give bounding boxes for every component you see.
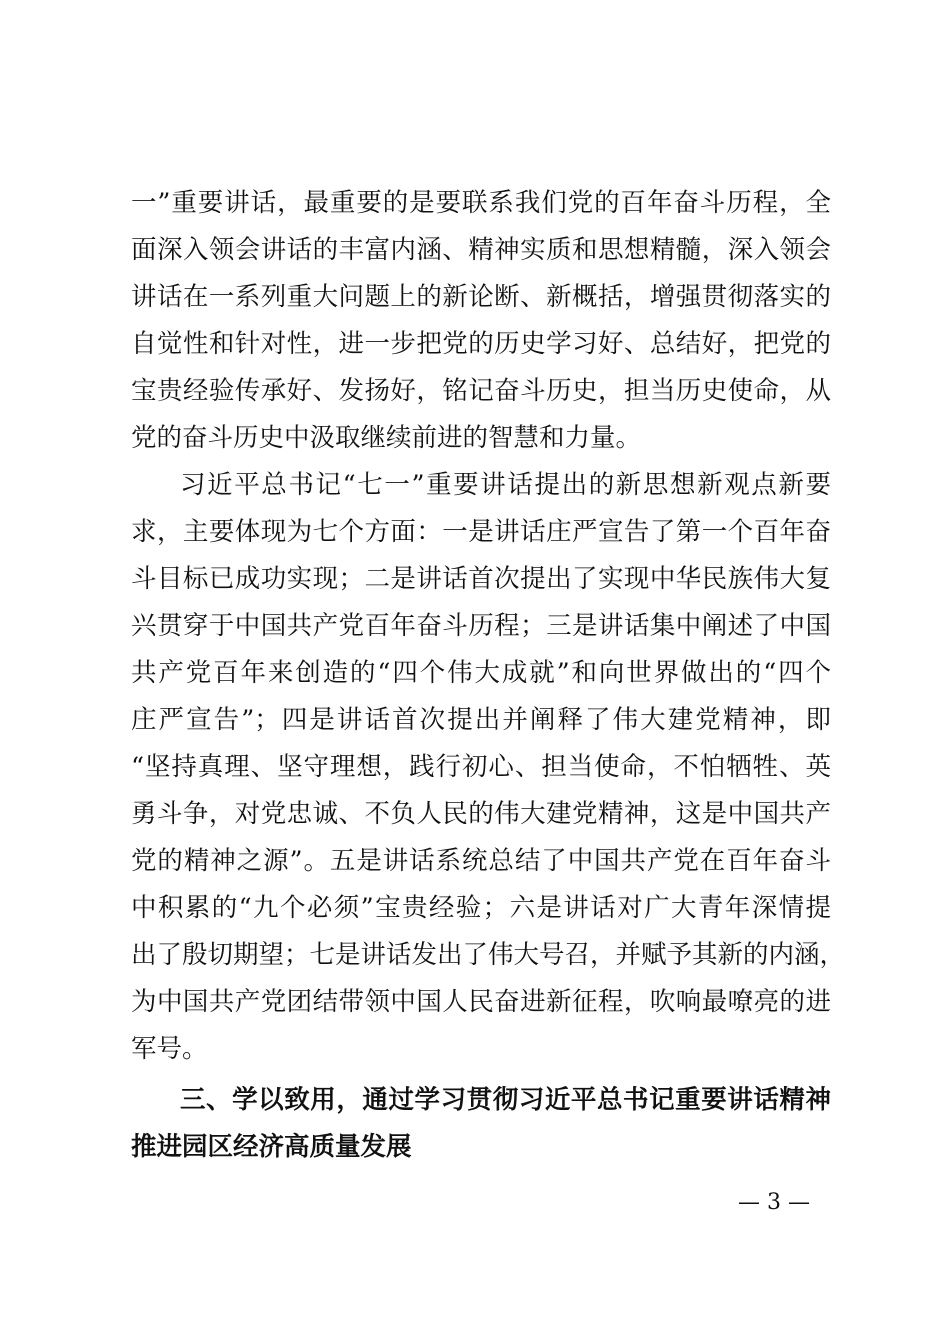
paragraph-2-line-5: 共产党百年来创造的“四个伟大成就”和向世界做出的“四个 [131, 658, 831, 688]
paragraph-2-line-8: 勇斗争，对党忠诚、不负人民的伟大建党精神，这是中国共产 [131, 799, 831, 829]
paragraph-2-line-3: 斗目标已成功实现；二是讲话首次提出了实现中华民族伟大复 [131, 564, 831, 594]
paragraph-1-line-3: 讲话在一系列重大问题上的新论断、新概括，增强贯彻落实的 [131, 282, 831, 312]
paragraph-2-line-1: 习近平总书记“七一”重要讲话提出的新思想新观点新要 [180, 470, 831, 500]
section-heading-line-1: 三、学以致用，通过学习贯彻习近平总书记重要讲话精神 [180, 1085, 831, 1115]
paragraph-2-line-11: 出了殷切期望；七是讲话发出了伟大号召，并赋予其新的内涵， [131, 940, 846, 970]
paragraph-2-line-9: 党的精神之源”。五是讲话系统总结了中国共产党在百年奋斗 [131, 846, 831, 876]
paragraph-2-line-6: 庄严宣告”；四是讲话首次提出并阐释了伟大建党精神，即 [131, 705, 831, 735]
paragraph-1-line-2: 面深入领会讲话的丰富内涵、精神实质和思想精髓，深入领会 [131, 235, 831, 265]
page-number: — 3 — [738, 1190, 810, 1215]
paragraph-1-line-1: 一”重要讲话，最重要的是要联系我们党的百年奋斗历程，全 [131, 188, 831, 218]
paragraph-2-line-12: 为中国共产党团结带领中国人民奋进新征程，吹响最嘹亮的进 [131, 987, 831, 1017]
paragraph-1-line-5: 宝贵经验传承好、发扬好，铭记奋斗历史，担当历史使命，从 [131, 376, 831, 406]
paragraph-2-line-2: 求，主要体现为七个方面：一是讲话庄严宣告了第一个百年奋 [131, 517, 831, 547]
paragraph-2-line-7: “坚持真理、坚守理想，践行初心、担当使命，不怕牺牲、英 [131, 752, 831, 782]
paragraph-1-line-4: 自觉性和针对性，进一步把党的历史学习好、总结好，把党的 [131, 329, 831, 359]
section-heading-line-2: 推进园区经济高质量发展 [131, 1132, 412, 1162]
paragraph-1-line-6: 党的奋斗历史中汲取继续前进的智慧和力量。 [131, 423, 642, 453]
paragraph-2-line-13: 军号。 [131, 1034, 208, 1064]
paragraph-2-line-4: 兴贯穿于中国共产党百年奋斗历程；三是讲话集中阐述了中国 [131, 611, 831, 641]
paragraph-2-line-10: 中积累的“九个必须”宝贵经验；六是讲话对广大青年深情提 [131, 893, 831, 923]
